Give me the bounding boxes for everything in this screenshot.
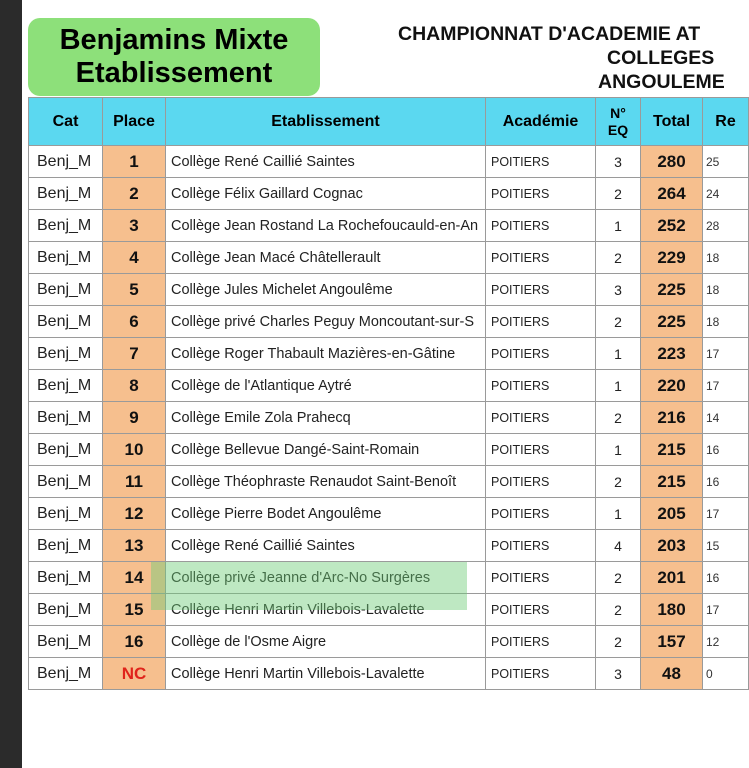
table-row <box>29 434 749 466</box>
cell-etablissement: Collège Bellevue Dangé-Saint-Romain <box>166 434 486 466</box>
cell-total: 201 <box>641 562 703 594</box>
table-row <box>29 306 749 338</box>
cell-place: 2 <box>103 178 166 210</box>
cell-academie: POITIERS <box>486 146 596 178</box>
cell-re: 12 <box>703 626 749 658</box>
cell-neq: 1 <box>596 498 641 530</box>
col-header-total: Total <box>641 98 703 146</box>
cell-neq: 3 <box>596 274 641 306</box>
cell-total: 180 <box>641 594 703 626</box>
cell-place: 16 <box>103 626 166 658</box>
cell-re: 24 <box>703 178 749 210</box>
cell-academie: POITIERS <box>486 530 596 562</box>
cell-place: 13 <box>103 530 166 562</box>
cell-etablissement: Collège privé Jeanne d'Arc-No Surgères <box>166 562 486 594</box>
cell-neq: 2 <box>596 562 641 594</box>
cell-total: 216 <box>641 402 703 434</box>
cell-etablissement: Collège René Caillié Saintes <box>166 146 486 178</box>
table-row <box>29 626 749 658</box>
cell-academie: POITIERS <box>486 178 596 210</box>
cell-neq: 1 <box>596 338 641 370</box>
cell-academie: POITIERS <box>486 498 596 530</box>
cell-total: 215 <box>641 466 703 498</box>
cell-neq: 2 <box>596 306 641 338</box>
cell-total: 203 <box>641 530 703 562</box>
badge-line-2: Etablissement <box>75 57 273 89</box>
cell-place: 3 <box>103 210 166 242</box>
cell-etablissement: Collège Jean Macé Châtellerault <box>166 242 486 274</box>
cell-academie: POITIERS <box>486 274 596 306</box>
cell-cat: Benj_M <box>29 274 103 306</box>
category-badge <box>28 18 320 96</box>
cell-cat: Benj_M <box>29 498 103 530</box>
neq-line-2: EQ <box>607 121 629 138</box>
cell-total: 223 <box>641 338 703 370</box>
cell-etablissement: Collège Henri Martin Villebois-Lavalette <box>166 658 486 690</box>
cell-etablissement: Collège Henri Martin Villebois-Lavalette <box>166 594 486 626</box>
cell-academie: POITIERS <box>486 466 596 498</box>
cell-cat: Benj_M <box>29 562 103 594</box>
cell-cat: Benj_M <box>29 242 103 274</box>
table-row <box>29 562 749 594</box>
title-line-3: ANGOULEME <box>598 71 725 93</box>
col-header-re: Re <box>703 98 749 146</box>
title-line-2: COLLEGES <box>607 47 715 69</box>
cell-cat: Benj_M <box>29 434 103 466</box>
badge-line-1: Benjamins Mixte <box>59 24 289 56</box>
table-row <box>29 146 749 178</box>
table-row <box>29 274 749 306</box>
cell-etablissement: Collège Jules Michelet Angoulême <box>166 274 486 306</box>
results-table-container <box>28 97 736 690</box>
table-row <box>29 498 749 530</box>
col-header-cat: Cat <box>29 98 103 146</box>
col-header-place: Place <box>103 98 166 146</box>
cell-cat: Benj_M <box>29 658 103 690</box>
cell-place: 4 <box>103 242 166 274</box>
cell-total: 48 <box>641 658 703 690</box>
cell-cat: Benj_M <box>29 338 103 370</box>
cell-neq: 2 <box>596 594 641 626</box>
cell-re: 25 <box>703 146 749 178</box>
left-edge-bar <box>0 0 22 768</box>
table-row <box>29 530 749 562</box>
cell-cat: Benj_M <box>29 306 103 338</box>
cell-total: 157 <box>641 626 703 658</box>
cell-academie: POITIERS <box>486 594 596 626</box>
cell-place: 14 <box>103 562 166 594</box>
cell-cat: Benj_M <box>29 146 103 178</box>
table-row <box>29 338 749 370</box>
cell-place: 5 <box>103 274 166 306</box>
col-header-etablissement: Etablissement <box>166 98 486 146</box>
cell-total: 220 <box>641 370 703 402</box>
table-row <box>29 466 749 498</box>
table-row <box>29 210 749 242</box>
cell-neq: 3 <box>596 146 641 178</box>
cell-place: NC <box>103 658 166 690</box>
col-header-neq <box>596 98 641 146</box>
table-row <box>29 594 749 626</box>
cell-re: 16 <box>703 466 749 498</box>
cell-re: 17 <box>703 594 749 626</box>
cell-neq: 1 <box>596 210 641 242</box>
table-row <box>29 178 749 210</box>
cell-neq: 2 <box>596 626 641 658</box>
table-row <box>29 402 749 434</box>
cell-place: 11 <box>103 466 166 498</box>
cell-place: 10 <box>103 434 166 466</box>
cell-neq: 2 <box>596 242 641 274</box>
cell-neq: 2 <box>596 402 641 434</box>
cell-etablissement: Collège Félix Gaillard Cognac <box>166 178 486 210</box>
table-row <box>29 370 749 402</box>
col-header-academie: Académie <box>486 98 596 146</box>
cell-place: 8 <box>103 370 166 402</box>
cell-total: 225 <box>641 274 703 306</box>
cell-cat: Benj_M <box>29 466 103 498</box>
cell-cat: Benj_M <box>29 210 103 242</box>
cell-place: 1 <box>103 146 166 178</box>
cell-re: 17 <box>703 370 749 402</box>
cell-neq: 1 <box>596 434 641 466</box>
cell-etablissement: Collège Jean Rostand La Rochefoucauld-en-An <box>166 210 486 242</box>
cell-etablissement: Collège de l'Atlantique Aytré <box>166 370 486 402</box>
neq-line-1: N° <box>610 104 626 121</box>
cell-academie: POITIERS <box>486 210 596 242</box>
cell-etablissement: Collège René Caillié Saintes <box>166 530 486 562</box>
cell-cat: Benj_M <box>29 370 103 402</box>
cell-re: 28 <box>703 210 749 242</box>
cell-neq: 4 <box>596 530 641 562</box>
cell-total: 205 <box>641 498 703 530</box>
cell-neq: 1 <box>596 370 641 402</box>
cell-total: 280 <box>641 146 703 178</box>
cell-etablissement: Collège privé Charles Peguy Moncoutant-sur-S <box>166 306 486 338</box>
cell-academie: POITIERS <box>486 242 596 274</box>
cell-re: 18 <box>703 306 749 338</box>
cell-re: 0 <box>703 658 749 690</box>
cell-etablissement: Collège de l'Osme Aigre <box>166 626 486 658</box>
cell-total: 252 <box>641 210 703 242</box>
cell-re: 18 <box>703 242 749 274</box>
cell-cat: Benj_M <box>29 530 103 562</box>
cell-academie: POITIERS <box>486 402 596 434</box>
cell-place: 15 <box>103 594 166 626</box>
cell-place: 9 <box>103 402 166 434</box>
cell-place: 6 <box>103 306 166 338</box>
cell-cat: Benj_M <box>29 402 103 434</box>
cell-academie: POITIERS <box>486 434 596 466</box>
cell-place: 7 <box>103 338 166 370</box>
cell-cat: Benj_M <box>29 178 103 210</box>
cell-neq: 2 <box>596 466 641 498</box>
championship-title <box>330 22 728 94</box>
cell-re: 16 <box>703 434 749 466</box>
cell-neq: 2 <box>596 178 641 210</box>
title-line-1: CHAMPIONNAT D'ACADEMIE AT <box>398 23 701 45</box>
cell-re: 17 <box>703 338 749 370</box>
cell-academie: POITIERS <box>486 658 596 690</box>
cell-etablissement: Collège Emile Zola Prahecq <box>166 402 486 434</box>
cell-cat: Benj_M <box>29 626 103 658</box>
cell-academie: POITIERS <box>486 338 596 370</box>
cell-re: 18 <box>703 274 749 306</box>
cell-total: 215 <box>641 434 703 466</box>
cell-academie: POITIERS <box>486 626 596 658</box>
cell-etablissement: Collège Pierre Bodet Angoulême <box>166 498 486 530</box>
table-row <box>29 658 749 690</box>
cell-re: 17 <box>703 498 749 530</box>
cell-cat: Benj_M <box>29 594 103 626</box>
results-table <box>28 97 749 690</box>
cell-academie: POITIERS <box>486 370 596 402</box>
cell-total: 229 <box>641 242 703 274</box>
cell-academie: POITIERS <box>486 306 596 338</box>
cell-total: 264 <box>641 178 703 210</box>
cell-re: 16 <box>703 562 749 594</box>
cell-academie: POITIERS <box>486 562 596 594</box>
cell-etablissement: Collège Roger Thabault Mazières-en-Gâtine <box>166 338 486 370</box>
cell-total: 225 <box>641 306 703 338</box>
table-row <box>29 242 749 274</box>
table-header-row <box>29 98 749 146</box>
cell-re: 15 <box>703 530 749 562</box>
cell-place: 12 <box>103 498 166 530</box>
cell-neq: 3 <box>596 658 641 690</box>
cell-re: 14 <box>703 402 749 434</box>
cell-etablissement: Collège Théophraste Renaudot Saint-Benoît <box>166 466 486 498</box>
